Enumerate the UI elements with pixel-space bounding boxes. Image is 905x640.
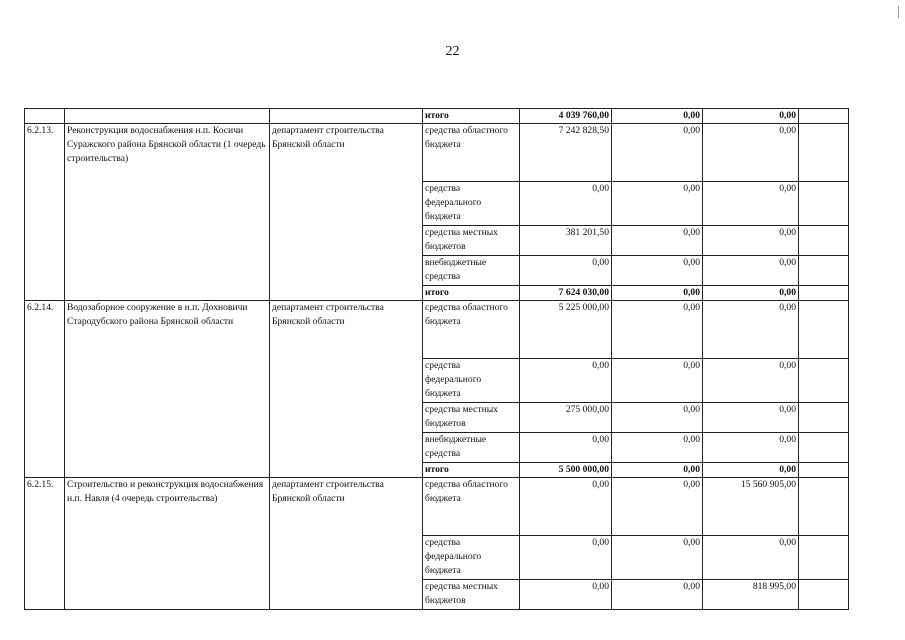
page-number: 22 [445, 44, 460, 59]
value-cell-3: 0,00 [703, 403, 799, 433]
project-name: Реконструкция водоснабжения н.п. Косичи Суражского района Брянской области (1 очередь строительства) [65, 124, 270, 301]
source-cell: итого [423, 286, 520, 301]
source-cell: средства областного бюджета [423, 478, 520, 536]
value-cell-3: 0,00 [703, 256, 799, 286]
value-cell-1: 275 000,00 [520, 403, 612, 433]
project-code: 6.2.14. [25, 301, 65, 478]
source-cell: средства местных бюджетов [423, 580, 520, 610]
value-cell-1: 0,00 [520, 256, 612, 286]
value-cell-2: 0,00 [612, 463, 703, 478]
empty-cell [799, 463, 849, 478]
source-cell: внебюджетные средства [423, 256, 520, 286]
value-cell-3: 0,00 [703, 301, 799, 359]
value-cell-2: 0,00 [612, 433, 703, 463]
empty-cell [65, 109, 270, 124]
source-cell: средства федерального бюджета [423, 359, 520, 403]
empty-cell [799, 403, 849, 433]
value-cell-1: 0,00 [520, 433, 612, 463]
value-cell-2: 0,00 [612, 124, 703, 182]
value-cell-3: 0,00 [703, 359, 799, 403]
source-cell: средства местных бюджетов [423, 403, 520, 433]
value-cell-2: 0,00 [612, 536, 703, 580]
empty-cell [799, 256, 849, 286]
value-cell-3: 0,00 [703, 124, 799, 182]
source-cell: средства федерального бюджета [423, 182, 520, 226]
value-cell-1: 7 624 030,00 [520, 286, 612, 301]
value-cell-3: 0,00 [703, 433, 799, 463]
value-cell-2: 0,00 [612, 478, 703, 536]
table-row [25, 478, 849, 536]
value-cell-1: 7 242 828,50 [520, 124, 612, 182]
value-cell-2: 0,00 [612, 182, 703, 226]
source-cell: средства федерального бюджета [423, 536, 520, 580]
department: департамент строительства Брянской области [270, 301, 423, 478]
value-cell-1: 0,00 [520, 182, 612, 226]
value-cell-2: 0,00 [612, 580, 703, 610]
department: департамент строительства Брянской области [270, 124, 423, 301]
empty-cell [799, 124, 849, 182]
project-code: 6.2.15. [25, 478, 65, 610]
empty-cell [799, 182, 849, 226]
value-cell-3: 15 560 905,00 [703, 478, 799, 536]
empty-cell [799, 580, 849, 610]
value-cell-1: 0,00 [520, 536, 612, 580]
source-cell: средства областного бюджета [423, 301, 520, 359]
value-cell-3: 0,00 [703, 182, 799, 226]
project-name: Строительство и реконструкция водоснабжения н.п. Навля (4 очередь строительства) [65, 478, 270, 610]
value-cell-1: 0,00 [520, 478, 612, 536]
empty-cell [799, 478, 849, 536]
value-cell-2: 0,00 [612, 359, 703, 403]
empty-cell [799, 301, 849, 359]
value-cell-2: 0,00 [612, 109, 703, 124]
source-cell: внебюджетные средства [423, 433, 520, 463]
project-name: Водозаборное сооружение в н.п. Дохновичи Стародубского района Брянской области [65, 301, 270, 478]
empty-cell [25, 109, 65, 124]
empty-cell [799, 109, 849, 124]
value-cell-3: 0,00 [703, 463, 799, 478]
value-cell-2: 0,00 [612, 256, 703, 286]
scan-edge-mark [898, 6, 899, 18]
table-body [25, 109, 849, 610]
value-cell-1: 5 225 000,00 [520, 301, 612, 359]
value-cell-1: 0,00 [520, 580, 612, 610]
value-cell-2: 0,00 [612, 301, 703, 359]
value-cell-3: 0,00 [703, 109, 799, 124]
budget-table [24, 108, 849, 610]
value-cell-2: 0,00 [612, 403, 703, 433]
value-cell-1: 0,00 [520, 359, 612, 403]
source-cell: итого [423, 109, 520, 124]
value-cell-3: 0,00 [703, 226, 799, 256]
value-cell-2: 0,00 [612, 226, 703, 256]
project-code: 6.2.13. [25, 124, 65, 301]
value-cell-2: 0,00 [612, 286, 703, 301]
empty-cell [799, 226, 849, 256]
table-row [25, 301, 849, 359]
empty-cell [799, 286, 849, 301]
value-cell-3: 818 995,00 [703, 580, 799, 610]
value-cell-1: 381 201,50 [520, 226, 612, 256]
table-row [25, 124, 849, 182]
empty-cell [799, 359, 849, 403]
source-cell: средства областного бюджета [423, 124, 520, 182]
empty-cell [799, 433, 849, 463]
source-cell: итого [423, 463, 520, 478]
total-row [25, 109, 849, 124]
value-cell-3: 0,00 [703, 286, 799, 301]
value-cell-3: 0,00 [703, 536, 799, 580]
value-cell-1: 5 500 000,00 [520, 463, 612, 478]
source-cell: средства местных бюджетов [423, 226, 520, 256]
value-cell-1: 4 039 760,00 [520, 109, 612, 124]
empty-cell [799, 536, 849, 580]
department: департамент строительства Брянской области [270, 478, 423, 610]
empty-cell [270, 109, 423, 124]
